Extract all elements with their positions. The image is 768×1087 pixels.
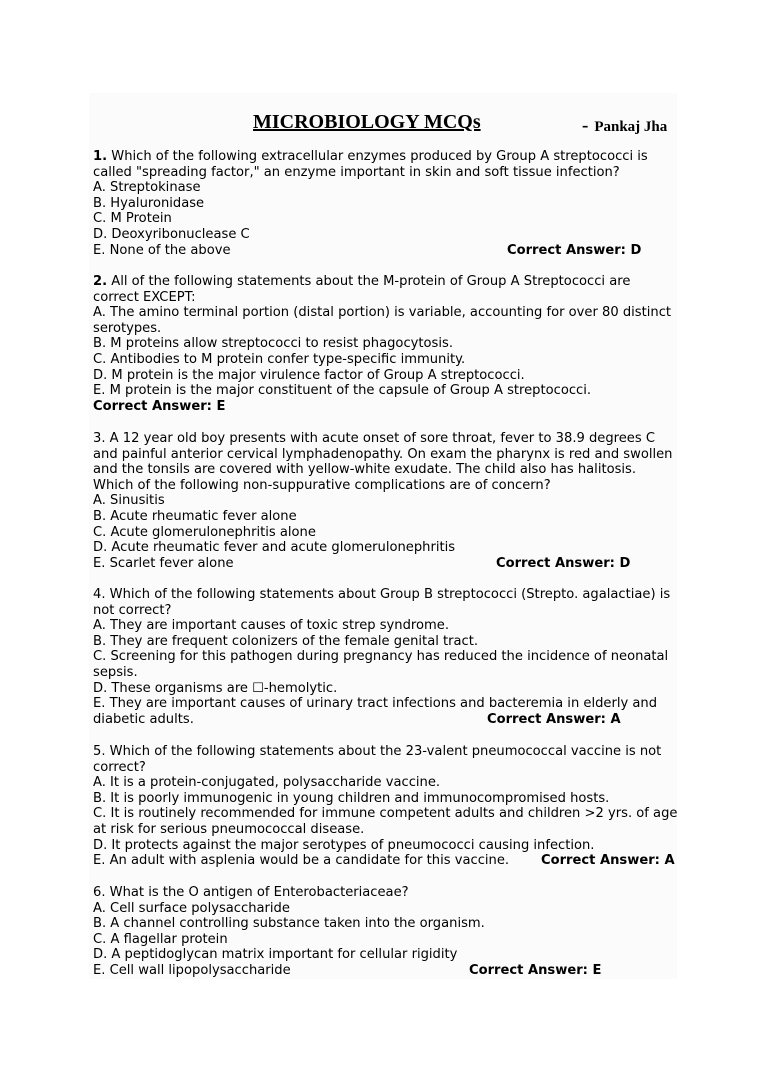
option-a: A. Sinusitis [93, 493, 165, 509]
option-a: A. Streptokinase [93, 180, 201, 196]
question-5 [93, 744, 683, 869]
option-e: E. An adult with asplenia would be a candidate for this vaccine. [93, 853, 510, 869]
question-stem: called "spreading factor," an enzyme important in skin and soft tissue infection? [93, 164, 620, 180]
option-a: A. They are important causes of toxic strep syndrome. [93, 618, 449, 634]
option-c: C. A flagellar protein [93, 931, 228, 947]
option-e: E. They are important causes of urinary tract infections and bacteremia in elderly and [93, 696, 658, 712]
option-c: C. M Protein [93, 211, 172, 227]
correct-answer: Correct Answer: D [496, 555, 631, 571]
option-c: C. Acute glomerulonephritis alone [93, 524, 316, 540]
question-2 [93, 274, 683, 414]
question-stem: correct EXCEPT: [93, 289, 196, 305]
question-4 [93, 587, 683, 727]
option-e: E. M protein is the major constituent of the capsule of Group A streptococci. [93, 383, 592, 399]
option-a: A. It is a protein-conjugated, polysaccharide vaccine. [93, 775, 441, 791]
option-c-cont: sepsis. [93, 664, 138, 680]
option-d: D. These organisms are ☐-hemolytic. [93, 680, 338, 696]
question-stem: Which of the following non-suppurative complications are of concern? [93, 477, 551, 493]
option-b: B. M proteins allow streptococci to resist phagocytosis. [93, 336, 453, 352]
option-b: B. They are frequent colonizers of the female genital tract. [93, 633, 479, 649]
option-a-cont: serotypes. [93, 320, 162, 336]
option-e: E. None of the above [93, 242, 231, 258]
question-stem: 4. Which of the following statements about Group B streptococci (Strepto. agalactiae) is [93, 587, 671, 602]
question-number: 1. [93, 149, 108, 164]
question-number: 2. [93, 274, 108, 289]
option-d: D. M protein is the major virulence factor of Group A streptococci. [93, 367, 525, 383]
question-1 [93, 149, 683, 258]
option-a: A. Cell surface polysaccharide [93, 900, 290, 916]
question-stem: and painful anterior cervical lymphadenopathy. On exam the pharynx is red and swollen [93, 446, 673, 462]
option-d: D. It protects against the major serotypes of pneumococci causing infection. [93, 837, 595, 853]
option-d: D. A peptidoglycan matrix important for cellular rigidity [93, 947, 458, 963]
option-e: E. Scarlet fever alone [93, 555, 234, 571]
option-c-cont: at risk for serious pneumococcal disease. [93, 821, 365, 837]
option-d: D. Acute rheumatic fever and acute glomerulonephritis [93, 540, 456, 556]
page-title: MICROBIOLOGY MCQs [253, 111, 481, 133]
question-stem: correct? [93, 759, 146, 775]
option-b: B. It is poorly immunogenic in young children and immunocompromised hosts. [93, 790, 610, 806]
option-b: B. A channel controlling substance taken into the organism. [93, 916, 485, 932]
question-stem: 6. What is the O antigen of Enterobacteriaceae? [93, 885, 409, 900]
option-e: E. Cell wall lipopolysaccharide [93, 962, 291, 978]
question-stem: 3. A 12 year old boy presents with acute onset of sore throat, fever to 38.9 degrees C [93, 431, 655, 446]
correct-answer: Correct Answer: E [469, 962, 602, 978]
question-stem: not correct? [93, 602, 172, 618]
option-c: C. It is routinely recommended for immune competent adults and children >2 yrs. of age [93, 806, 678, 822]
option-e-cont: diabetic adults. [93, 711, 194, 727]
option-a: A. The amino terminal portion (distal portion) is variable, accounting for over 80 distinct [93, 305, 672, 321]
author [582, 115, 667, 137]
author-name: Pankaj Jha [594, 119, 668, 135]
option-d: D. Deoxyribonuclease C [93, 226, 250, 242]
page-header [89, 111, 677, 141]
option-c: C. Screening for this pathogen during pregnancy has reduced the incidence of neonatal [93, 649, 669, 665]
question-stem: Which of the following extracellular enzymes produced by Group A streptococci is [111, 149, 648, 164]
question-stem: 5. Which of the following statements about the 23-valent pneumococcal vaccine is not [93, 744, 662, 759]
question-stem: All of the following statements about the M-protein of Group A Streptococci are [111, 274, 631, 289]
question-3 [93, 431, 683, 571]
question-6 [93, 885, 683, 979]
author-dash: - [582, 115, 589, 136]
correct-answer: Correct Answer: D [507, 242, 642, 258]
correct-answer: Correct Answer: A [541, 853, 675, 869]
correct-answer: Correct Answer: E [93, 398, 226, 414]
question-stem: and the tonsils are covered with yellow-white exudate. The child also has halitosis. [93, 462, 637, 478]
option-b: B. Hyaluronidase [93, 195, 205, 211]
option-c: C. Antibodies to M protein confer type-specific immunity. [93, 351, 466, 367]
correct-answer: Correct Answer: A [487, 711, 621, 727]
option-b: B. Acute rheumatic fever alone [93, 508, 297, 524]
